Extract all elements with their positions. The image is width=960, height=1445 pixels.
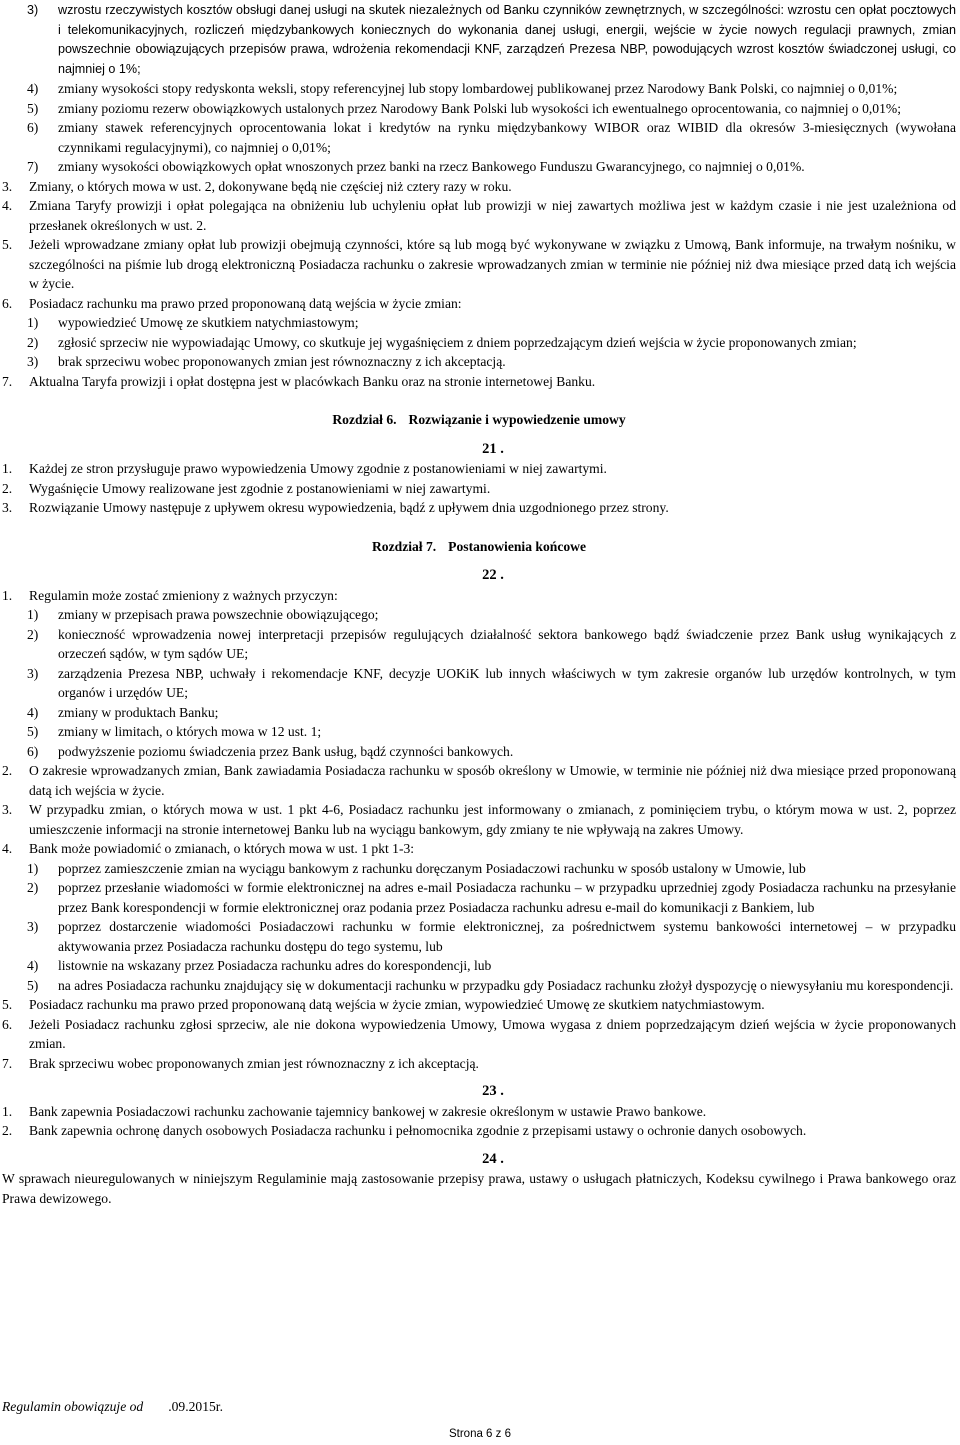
list-item: 3. Zmiany, o których mowa w ust. 2, dokonywane będą nie częściej niż cztery razy w roku. xyxy=(2,178,512,194)
sub-list-item: 4) zmiany w produktach Banku; xyxy=(27,704,219,720)
list-item: 4. Zmiana Taryfy prowizji i opłat polegająca na obniżeniu lub uchyleniu opłat lub prowizji w niej zawartych możliwa jest w każdym czasie i nie jest uzależniona od przesłanek określonych w ust. 2. xyxy=(2,198,956,233)
chapter-7-heading xyxy=(2,537,956,557)
paragraph-21-items xyxy=(2,459,956,518)
list-item: 3. W przypadku zmian, o których mowa w ust. 1 pkt 4-6, Posiadacz rachunku jest informowany o zmianach, z pominięciem trybu, o którym mowa w ust. 2, poprzez umieszczenie informacji na stronie internetowej Banku lub na wyciągu bankowym, gdy zmiany te nie wpływają na zakres Umowy. xyxy=(2,802,956,837)
sub-list-item: 5) zmiany w limitach, o których mowa w 12 ust. 1; xyxy=(27,724,322,739)
list-item: 6. Posiadacz rachunku ma prawo przed proponowaną datą wejścia w życie zmian: xyxy=(2,295,462,311)
sub-list-item: 2) konieczność wprowadzenia nowej interpretacji przepisów regulujących działalność sektora bankowego bądź świadczenie przez Bank usług wynikających z orzeczeń sądów, w tym sądów UE; xyxy=(27,626,956,661)
list-item: 2. Bank zapewnia ochronę danych osobowych Posiadacza rachunku i pełnomocnika zgodnie z przepisami ustawy o ochronie danych osobowych. xyxy=(2,1123,807,1138)
list-item: 5. Jeżeli wprowadzane zmiany opłat lub prowizji obejmują czynności, które są lub mogą być wykonywane w związku z Umową, Bank informuje, na trwałym nośniku, w szczególności na piśmie lub drogą elektroniczną Posiadacza rachunku o zakresie wprowadzanych zmian w terminie nie później niż dwa miesiące przed datą ich wejścia w życie. xyxy=(2,237,956,291)
chapter-label: Rozdział 6. xyxy=(332,412,397,427)
effective-date-label: Regulamin obowiązuje od xyxy=(2,1399,144,1414)
paragraph-21-heading: 21 . xyxy=(482,440,504,457)
list-item: 2. Wygaśnięcie Umowy realizowane jest zgodnie z postanowieniami w niej zawartymi. xyxy=(2,480,491,496)
list-item: 4. Bank może powiadomić o zmianach, o których mowa w ust. 1 pkt 1-3: xyxy=(2,841,415,856)
page-number: Strona 6 z 6 xyxy=(448,1428,511,1440)
effective-date-footer xyxy=(2,1399,223,1415)
paragraph-23-items xyxy=(2,1102,956,1141)
paragraph-24-heading: 24 . xyxy=(482,1150,504,1167)
list-item: 6. Jeżeli Posiadacz rachunku zgłosi sprzeciw, ale nie dokona wypowiedzenia Umowy, Umowa wygasa z dniem poprzedzającym dzień wejścia w życie proponowanych zmian. xyxy=(2,1016,956,1051)
list-item: 7. Brak sprzeciwu wobec proponowanych zmian jest równoznaczny z ich akceptacją. xyxy=(2,1055,479,1071)
sub-list-item: 1) poprzez zamieszczenie zmian na wyciągu bankowym z rachunku doręczanym Posiadaczowi rachunku w sposób ustalony w Umowie, lub xyxy=(27,860,806,876)
chapter-label: Rozdział 7. xyxy=(371,538,437,554)
paragraph-24-text: W sprawach nieuregulowanych w niniejszym Regulaminie mają zastosowanie przepisy prawa, ustawy o usługach płatniczych, Kodeksu cywilnego i Prawa bankowego oraz Prawa dewizowego. xyxy=(2,1171,956,1206)
list-item: 5. Posiadacz rachunku ma prawo przed proponowaną datą wejścia w życie zmian, wypowiedzieć Umowę ze skutkiem natychmiastowym. xyxy=(2,997,765,1012)
list-item: 1. Każdej ze stron przysługuje prawo wypowiedzenia Umowy zgodnie z postanowieniami w niej zawartymi. xyxy=(2,461,607,476)
sub-list-item: 3) poprzez dostarczenie wiadomości Posiadaczowi rachunku w formie elektronicznej, za pośrednictwem systemu bankowości internetowej – w przypadku aktywowania przez Posiadacza rachunku dostępu do tego systemu, lub xyxy=(27,919,956,954)
top-list xyxy=(2,1,956,177)
list-item: 4) zmiany wysokości stopy redyskonta weksli, stopy referencyjnej lub stopy lombardowej publikowanej przez Narodowy Bank Polski, co najmniej o 0,01%; xyxy=(27,81,898,96)
sub-list-item: 3) brak sprzeciwu wobec proponowanych zmian jest równoznaczny z ich akceptacją. xyxy=(27,354,506,369)
sub-list-item: 2) zgłosić sprzeciw nie wypowiadając Umowy, co skutkuje jej wygaśnięciem z dniem poprzedzającym dzień wejścia w życie proponowanych zmian; xyxy=(27,334,857,350)
sub-list-item: 4) listownie na wskazany przez Posiadacza rachunku adres do korespondencji, lub xyxy=(27,958,492,973)
sub-list-item: 1) wypowiedzieć Umowę ze skutkiem natychmiastowym; xyxy=(27,315,359,330)
chapter-title: Rozwiązanie i wypowiedzenie umowy xyxy=(408,412,626,427)
list-item: 6) zmiany stawek referencyjnych oprocentowania lokat i kredytów na rynku międzybankowy WIBOR oraz WIBID dla okresów 3-miesięcznych (wywołana czynnikami regulacyjnymi), co najmniej o 0,01%; xyxy=(27,120,956,155)
list-item: 2. O zakresie wprowadzanych zmian, Bank zawiadamia Posiadacza rachunku w sposób określony w Umowie, w terminie nie później niż dwa miesiące przed proponowaną datą ich wejścia w życie. xyxy=(2,763,956,798)
list-item: 3. Rozwiązanie Umowy następuje z upływem okresu wypowiedzenia, bądź z upływem dnia uzgodnionego przez strony. xyxy=(2,500,669,515)
sub-list-item: 3) zarządzenia Prezesa NBP, uchwały i rekomendacje KNF, decyzje UOKiK lub innych właściwych w tym zakresie organów lub urzędów kontrolnych, w tym organów i urzędów UE; xyxy=(27,665,956,700)
sub-list-item: 2) poprzez przesłanie wiadomości w formie elektronicznej na adres e-mail Posiadacza rachunku – w przypadku uprzedniej zgody Posiadacza rachunku na przesyłanie przez Bank korespondencji w formie elektronicznej oraz podania przez Posiadacza rachunku adresu e-mail do komunikacji z Bankiem, lub xyxy=(27,880,956,915)
list-item: 7. Aktualna Taryfa prowizji i opłat dostępna jest w placówkach Banku oraz na stronie internetowej Banku. xyxy=(2,373,596,389)
paragraph-22-items xyxy=(2,586,956,1074)
list-item: 1. Bank zapewnia Posiadaczowi rachunku zachowanie tajemnicy bankowej w zakresie określonym w ustawie Prawo bankowe. xyxy=(2,1103,707,1119)
section-20-items xyxy=(2,177,956,392)
sub-list-item: 6) podwyższenie poziomu świadczenia przez Bank usług, bądź czynności bankowych. xyxy=(27,743,514,759)
list-item: 3) wzrostu rzeczywistych kosztów obsługi danej usługi na skutek niezależnych od Banku czynników zewnętrznych, w szczególności: wzrostu cen opłat pocztowych i telekomunikacyjnych, rozliczeń międzybankowych koniecznych do wykonania danej usługi, energii, wejście w życie nowych regulacji prawnych, zmian powszechnie obowiązujących przepisów prawa, wdrożenia rekomendacji KNF, zarządzeń Prezesa NBP, powodujących wzrost kosztów świadczonej usługi, co najmniej o 1%; xyxy=(27,3,956,76)
document-body xyxy=(2,1,956,1208)
sub-list-item: 5) na adres Posiadacza rachunku znajdujący się w dokumentacji rachunku w przypadku gdy Posiadacz rachunku złożył dyspozycję o niewysyłaniu mu korespondencji. xyxy=(27,977,954,993)
list-item: 7) zmiany wysokości obowiązkowych opłat wnoszonych przez banki na rzecz Bankowego Funduszu Gwarancyjnego, co najmniej o 0,01%. xyxy=(27,159,805,174)
paragraph-23-heading: 23 . xyxy=(482,1083,504,1099)
list-item: 1. Regulamin może zostać zmieniony z ważnych przyczyn: xyxy=(2,587,338,603)
chapter-6-heading xyxy=(2,410,956,430)
paragraph-22-heading: 22 . xyxy=(482,567,504,583)
sub-list-item: 1) zmiany w przepisach prawa powszechnie obowiązującego; xyxy=(27,607,379,622)
effective-date-value: .09.2015r. xyxy=(168,1399,223,1414)
list-item: 5) zmiany poziomu rezerw obowiązkowych ustalonych przez Narodowy Bank Polski lub wysokości ich ewentualnego oprocentowania, co najmniej o 0,01%; xyxy=(27,100,901,116)
chapter-title: Postanowienia końcowe xyxy=(448,538,587,554)
